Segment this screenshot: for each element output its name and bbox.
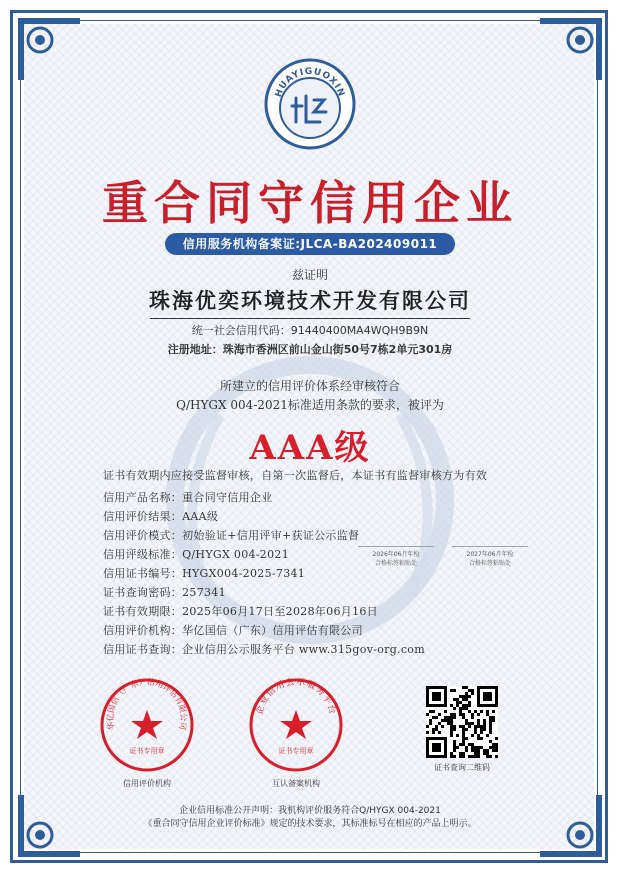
company-name: 珠海优奕环境技术开发有限公司: [149, 289, 471, 313]
qr-caption: 证书查询二维码: [434, 763, 490, 772]
seal-left-icon: [97, 675, 197, 775]
svg-text:华亿国信（广东）信用评估有限公司: 华亿国信（广东）信用评估有限公司: [105, 677, 189, 731]
certificate-title: 重合同守信用企业: [102, 176, 518, 230]
seal-left-caption: 信用评价机构: [123, 779, 171, 788]
svg-text:证书专用章: 证书专用章: [129, 747, 165, 755]
corner-ornament-icon: [536, 14, 606, 84]
stamp-line: [452, 546, 528, 547]
supervision-stamp-2027: 2027年06月年检 合格标签粘贴处: [466, 551, 514, 567]
seal-right-caption: 互认备案机构: [272, 779, 320, 788]
detail-row: 信用评级标准：Q/HYGX 004-2021: [103, 548, 289, 561]
stamp-line: [358, 546, 434, 547]
emblem-logo: [262, 56, 358, 152]
svg-text:企业信用公示服务平台: 企业信用公示服务平台: [254, 677, 338, 716]
certify-text: 兹证明: [291, 268, 328, 282]
qr-code-icon[interactable]: [426, 686, 498, 758]
registration-banner: 信用服务机构备案证:JLCA-BA202409011: [165, 233, 455, 255]
detail-row: 信用评价机构：华亿国信（广东）信用评估有限公司: [103, 624, 363, 637]
statement-line-2: Q/HYGX 004-2021标准适用条款的要求，被评为: [176, 398, 444, 412]
detail-row: 证书有效期限：2025年06月17日至2028年06月16日: [103, 605, 378, 618]
seal-right-icon: [246, 675, 346, 775]
registered-address: 注册地址：珠海市香洲区前山金山街50号7栋2单元301房: [167, 343, 453, 356]
supervision-stamp-2026: 2026年06月年检 合格标签粘贴处: [372, 551, 420, 567]
detail-row: 信用评价模式：初始验证+信用评审+获证公示监督: [103, 529, 360, 542]
company-underline: [150, 318, 470, 319]
validity-note: 证书有效期内应接受监督审核，自第一次监督后，本证书有监督审核方为有效: [103, 469, 488, 482]
detail-row: 信用产品名称：重合同守信用企业: [103, 491, 273, 504]
statement-line-1: 所建立的信用评价体系经审核符合: [219, 379, 400, 393]
corner-ornament-icon: [14, 14, 84, 84]
detail-row: 信用证书查询：企业信用公示服务平台 www.315gov-org.com: [103, 643, 425, 656]
rating-result: AAA级: [249, 428, 371, 468]
svg-text:证书专用章: 证书专用章: [278, 747, 314, 755]
credit-code: 统一社会信用代码：91440400MA4WQH9B9N: [191, 324, 429, 337]
svg-text:HUAYIGUOXIN: HUAYIGUOXIN: [273, 66, 347, 99]
detail-row: 信用证书编号：HYGX004-2025-7341: [103, 567, 306, 580]
footer-line-2: 《重合同守信用企业评价标准》规定的技术要求，其标准标号在相应的产品上明示。: [143, 819, 477, 829]
detail-row: 信用评价结果：AAA级: [103, 510, 219, 523]
detail-row: 证书查询密码：257341: [103, 586, 226, 599]
footer-line-1: 企业信用标准公开声明：我机构评价服务符合Q/HYGX 004-2021: [179, 806, 441, 816]
